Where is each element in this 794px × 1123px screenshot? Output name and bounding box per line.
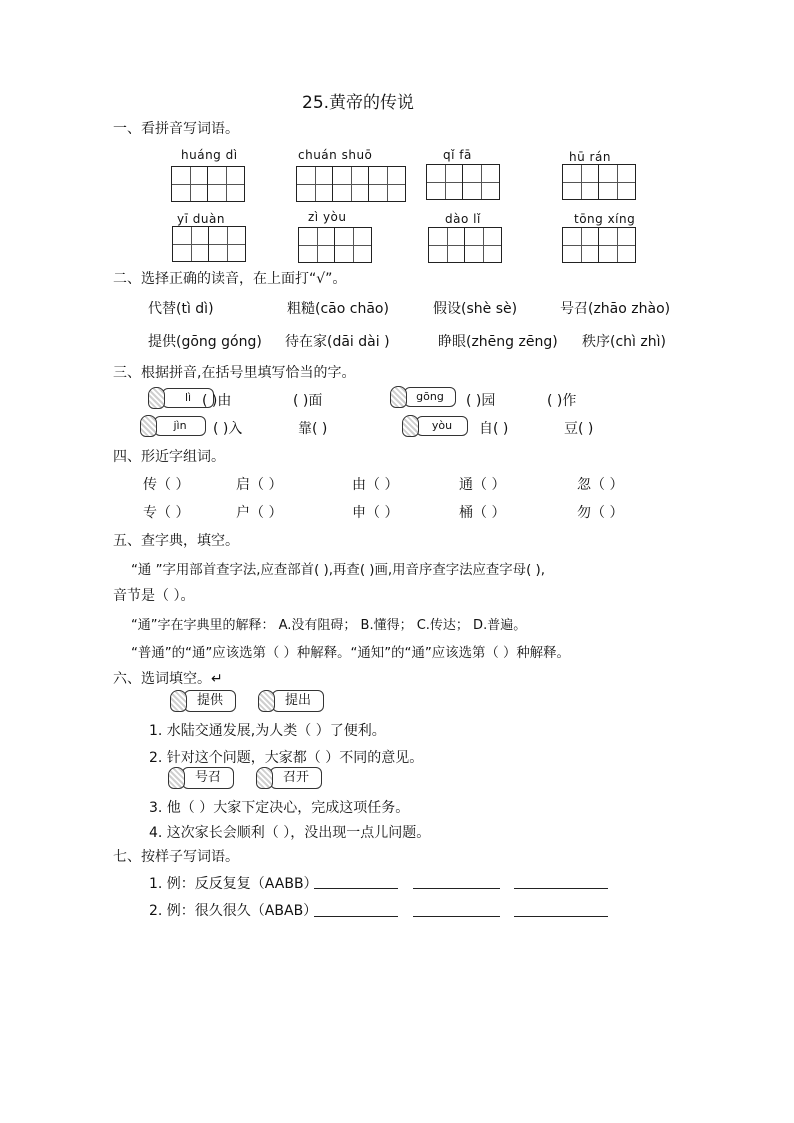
fill-blank[interactable]: ( )园 xyxy=(466,393,496,409)
pinyin-tag: gōng xyxy=(404,387,456,407)
word-blank[interactable]: 忽（ ） xyxy=(577,477,624,493)
fill-blank[interactable]: 靠( ) xyxy=(298,421,328,437)
word-blank[interactable]: 启（ ） xyxy=(236,477,283,493)
reading-choice[interactable]: 代替(tì dì) xyxy=(148,301,214,317)
reading-choice[interactable]: 提供(gōng góng) xyxy=(148,334,262,350)
writing-grid[interactable] xyxy=(428,227,502,263)
fill-blank[interactable]: ( )作 xyxy=(547,393,577,409)
fill-blank[interactable]: 自( ) xyxy=(479,421,509,437)
fill-sentence[interactable]: 4. 这次家长会顺利（ ），没出现一点儿问题。 xyxy=(149,825,431,841)
character-head-icon xyxy=(140,415,157,437)
fill-sentence[interactable]: 2. 针对这个问题，大家都（ ）不同的意见。 xyxy=(149,750,424,766)
writing-grid[interactable] xyxy=(296,166,406,202)
word-blank[interactable]: 通（ ） xyxy=(459,477,506,493)
pinyin-tag: jìn xyxy=(154,416,206,436)
character-head-icon xyxy=(256,767,273,789)
fill-blank[interactable]: ( )面 xyxy=(293,393,323,409)
fill-blank[interactable]: ( )入 xyxy=(213,421,243,437)
example-label: 2. 例：很久很久（ABAB） xyxy=(149,903,318,919)
answer-line[interactable] xyxy=(514,900,608,917)
section-1-heading: 一、看拼音写词语。 xyxy=(113,121,239,137)
answer-line[interactable] xyxy=(314,872,398,889)
character-head-icon xyxy=(148,387,165,409)
fill-sentence[interactable]: 1. 水陆交通发展,为人类（ ）了便利。 xyxy=(149,723,386,739)
answer-line[interactable] xyxy=(413,900,500,917)
character-head-icon xyxy=(170,690,187,712)
word-tag: 提供 xyxy=(184,690,236,712)
answer-line[interactable] xyxy=(314,900,398,917)
pinyin-label: yī duàn xyxy=(177,212,225,226)
section-5-heading: 五、查字典，填空。 xyxy=(113,533,239,549)
section-3-heading: 三、根据拼音,在括号里填写恰当的字。 xyxy=(113,365,356,381)
writing-grid[interactable] xyxy=(562,164,636,200)
character-head-icon xyxy=(258,690,275,712)
pinyin-label: dào lǐ xyxy=(445,212,481,226)
dictionary-question[interactable]: “通 ”字用部首查字法,应查部首( ),再查( )画,用音序查字法应查字母( ), xyxy=(131,563,546,578)
pinyin-bubble xyxy=(140,415,206,437)
character-head-icon xyxy=(390,386,407,408)
example-label: 1. 例：反反复复（AABB） xyxy=(149,876,318,892)
word-blank[interactable]: 户（ ） xyxy=(236,505,283,521)
word-blank[interactable]: 专（ ） xyxy=(143,505,190,521)
word-blank[interactable]: 勿（ ） xyxy=(577,505,624,521)
writing-grid[interactable] xyxy=(171,166,245,202)
reading-choice[interactable]: 秩序(chì zhì) xyxy=(582,334,666,350)
writing-grid[interactable] xyxy=(426,164,500,200)
pinyin-bubble xyxy=(390,386,456,408)
pinyin-label: chuán shuō xyxy=(298,148,373,162)
page-title: 25.黄帝的传说 xyxy=(302,93,415,113)
pinyin-tag: lì xyxy=(162,388,214,408)
definition-question[interactable]: “普通”的“通”应该选第（ ）种解释。“通知”的“通”应该选第（ ）种解释。 xyxy=(131,646,570,661)
reading-choice[interactable]: 待在家(dāi dài ) xyxy=(285,334,390,350)
reading-choice[interactable]: 假设(shè sè) xyxy=(433,301,518,317)
word-tag: 号召 xyxy=(182,767,234,789)
word-bubble xyxy=(256,767,322,789)
writing-grid[interactable] xyxy=(298,227,372,263)
fill-blank[interactable]: ( )由 xyxy=(202,393,232,409)
definition-list: “通”字在字典里的解释： A.没有阻碍； B.懂得； C.传达； D.普遍。 xyxy=(131,618,527,633)
fill-blank[interactable]: 豆( ) xyxy=(564,421,594,437)
section-2-heading: 二、选择正确的读音，在上面打“√”。 xyxy=(113,271,347,287)
word-blank[interactable]: 桶（ ） xyxy=(459,505,506,521)
pinyin-label: qǐ fā xyxy=(443,148,472,162)
fill-sentence[interactable]: 3. 他（ ）大家下定决心，完成这项任务。 xyxy=(149,800,410,816)
word-bubble xyxy=(170,690,236,712)
section-4-heading: 四、形近字组词。 xyxy=(113,449,225,465)
pinyin-label: tōng xíng xyxy=(574,212,636,226)
reading-choice[interactable]: 睁眼(zhēng zēng) xyxy=(438,334,558,350)
pinyin-label: huáng dì xyxy=(181,148,238,162)
answer-line[interactable] xyxy=(413,872,500,889)
word-bubble xyxy=(258,690,324,712)
pinyin-label: zì yòu xyxy=(308,210,347,224)
section-7-heading: 七、按样子写词语。 xyxy=(113,849,239,865)
character-head-icon xyxy=(402,415,419,437)
pinyin-label: hū rán xyxy=(569,150,611,164)
reading-choice[interactable]: 粗糙(cāo chāo) xyxy=(287,301,389,317)
writing-grid[interactable] xyxy=(562,227,636,263)
answer-line[interactable] xyxy=(514,872,608,889)
section-6-heading: 六、选词填空。↵ xyxy=(113,671,223,687)
pinyin-tag: yòu xyxy=(416,416,468,436)
character-head-icon xyxy=(168,767,185,789)
word-bubble xyxy=(168,767,234,789)
reading-choice[interactable]: 号召(zhāo zhào) xyxy=(560,301,671,317)
word-tag: 召开 xyxy=(270,767,322,789)
dictionary-question-cont[interactable]: 音节是（ ）。 xyxy=(113,588,195,604)
word-blank[interactable]: 由（ ） xyxy=(352,477,399,493)
word-blank[interactable]: 申（ ） xyxy=(352,505,399,521)
pinyin-bubble xyxy=(402,415,468,437)
writing-grid[interactable] xyxy=(172,226,246,262)
word-tag: 提出 xyxy=(272,690,324,712)
word-blank[interactable]: 传（ ） xyxy=(143,477,190,493)
